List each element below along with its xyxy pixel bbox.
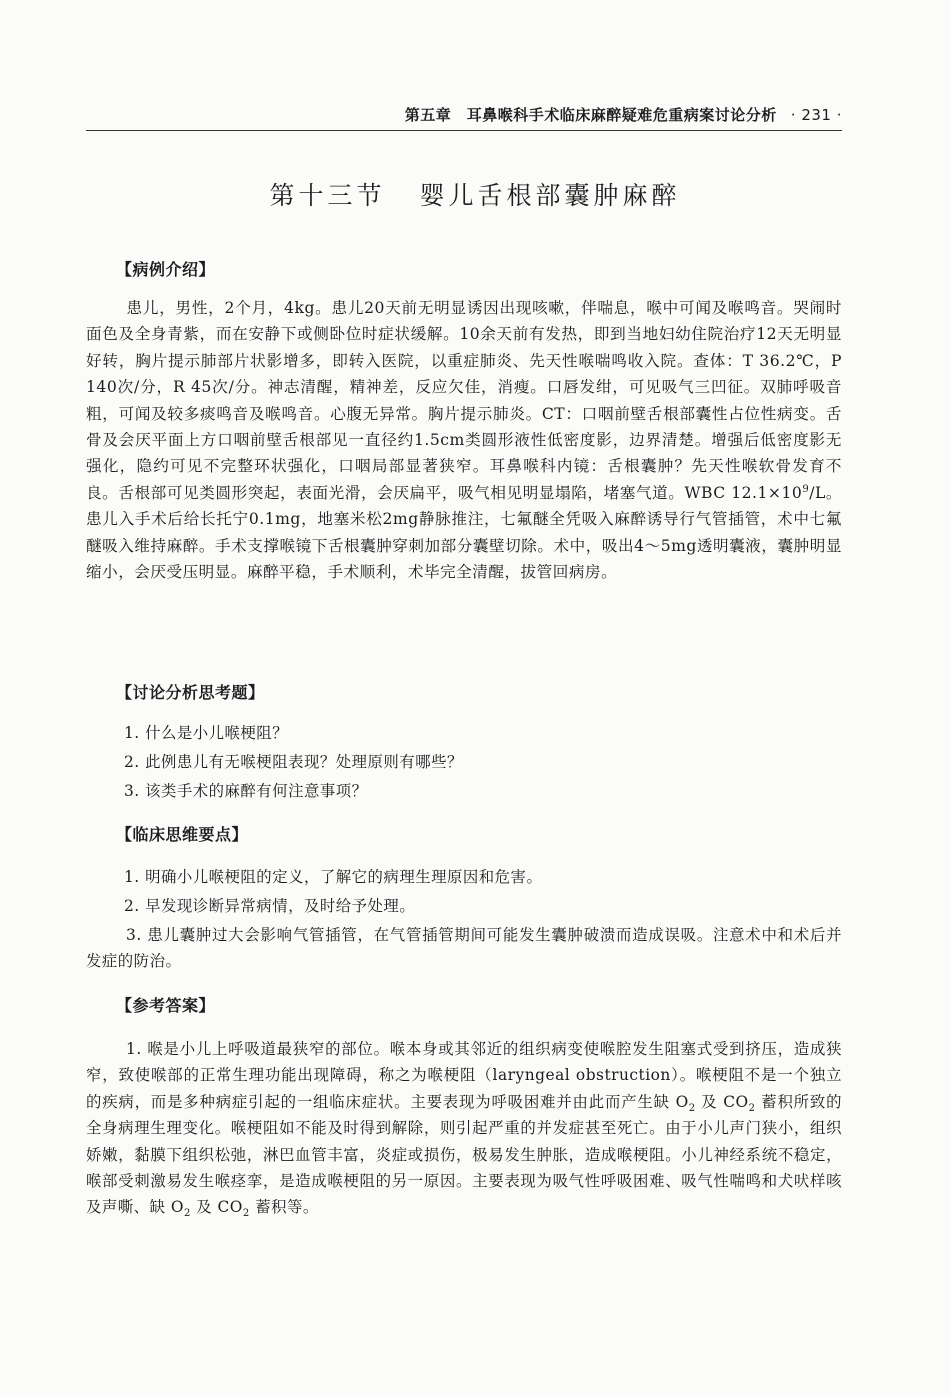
running-header [86,104,842,125]
section-title [0,176,950,212]
case-intro-paragraph: 患儿，男性，2个月，4kg。患儿20天前无明显诱因出现咳嗽，伴喘息，喉中可闻及喉鸣音。哭闹时面色及全身青紫，而在安静下或侧卧位时症状缓解。10余天前有发热，即到当地妇幼住院治疗12天无明显好转，胸片提示肺部片状影增多，即转入医院，以重症肺炎、先天性喉喘鸣收入院。查体：T 36.2℃，P 140次/分，R 45次/分。神志清醒，精神差，反应欠佳，消瘦。口唇发绀，可见吸气三凹征。双肺呼吸音粗，可闻及较多痰鸣音及喉鸣音。心腹无异常。胸片提示肺炎。CT：口咽前壁舌根部囊性占位性病变。舌骨及会厌平面上方口咽前壁舌根部见一直径约1.5cm类圆形液性低密度影，边界清楚。增强后低密度影无强化，隐约可见不完整环状强化，口咽局部显著狭窄。耳鼻喉科内镜：舌根囊肿？先天性喉软骨发育不良。舌根部可见类圆形突起，表面光滑，会厌扁平，吸气相见明显塌陷，堵塞气道。WBC $12.1\times 10^9/L$。患儿入手术后给长托宁0.1mg，地塞米松2mg静脉推注，七氟醚全凭吸入麻醉诱导行气管插管，术中七氟醚吸入维持麻醉。手术支撑喉镜下舌根囊肿穿刺加部分囊壁切除。术中，吸出4～5mg透明囊液，囊肿明显缩小，会厌受压明显。麻醉平稳，手术顺利，术毕完全清醒，拔管回病房。 [86,299,843,582]
discussion-heading: 【讨论分析思考题】 [116,683,265,702]
key-point-3: 3. 患儿囊肿过大会影响气管插管，在气管插管期间可能发生囊肿破溃而造成误吸。注意术中和术后并发症的防治。 [86,926,842,971]
key-point-2: 2. 早发现诊断异常病情，及时给予处理。 [124,897,416,915]
section-name: 婴儿舌根部囊肿麻醉 [419,181,681,210]
page-number: · 231 · [790,106,842,124]
answers-heading: 【参考答案】 [116,996,216,1015]
key-point-1: 1. 明确小儿喉梗阻的定义，了解它的病理生理原因和危害。 [124,868,543,886]
discussion-question-2: 2. 此例患儿有无喉梗阻表现？处理原则有哪些？ [124,753,463,771]
key-points-heading: 【临床思维要点】 [116,825,249,844]
discussion-question-1: 1. 什么是小儿喉梗阻？ [124,724,289,742]
discussion-question-3: 3. 该类手术的麻醉有何注意事项？ [124,782,368,800]
answer-paragraph-1: 1. 喉是小儿上呼吸道最狭窄的部位。喉本身或其邻近的组织病变使喉腔发生阻塞式受到挤压，造成狭窄，致使喉部的正常生理功能出现障碍，称之为喉梗阻（laryngeal obstruction）。喉梗阻不是一个独立的疾病，而是多种病症引起的一组临床症状。主要表现为呼吸困难并由此而产生缺 $O_2$ 及 $CO_2$ 蓄积所致的全身病理生理变化。喉梗阻如不能及时得到解除，则引起严重的并发症甚至死亡。由于小儿声门狭小，组织娇嫩，黏膜下组织松弛，淋巴血管丰富，炎症或损伤，极易发生肿胀，造成喉梗阻。小儿神经系统不稳定，喉部受刺激易发生喉痉挛，是造成喉梗阻的另一原因。主要表现为吸气性呼吸困难、吸气性喘鸣和犬吠样咳及声嘶、缺 $O_2$ 及 $CO_2$ 蓄积等。 [86,1040,842,1220]
case-intro-heading: 【病例介绍】 [116,260,216,279]
chapter-title: 第五章 耳鼻喉科手术临床麻醉疑难危重病案讨论分析 [404,106,777,124]
section-number: 第十三节 [269,181,386,210]
header-rule [86,130,842,131]
